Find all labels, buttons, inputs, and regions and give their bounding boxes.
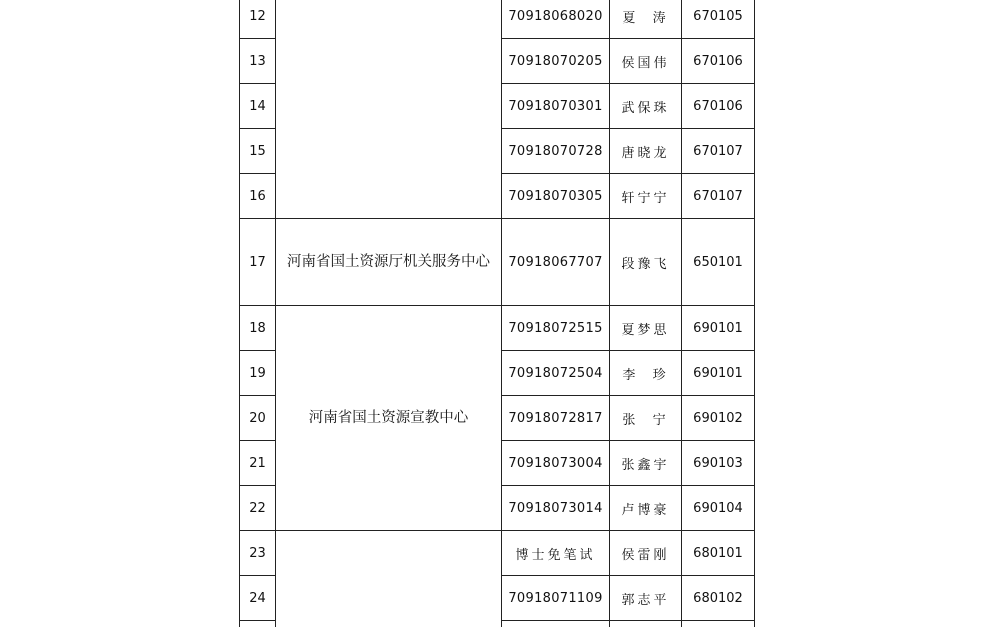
ticket-number bbox=[502, 621, 610, 627]
candidate-name: 侯雷刚 bbox=[610, 531, 682, 576]
unit-cell-blank bbox=[276, 0, 502, 219]
unit-name: 河南省国土资源宣教中心 bbox=[276, 306, 502, 531]
table-row bbox=[240, 219, 755, 306]
position-code: 670107 bbox=[682, 129, 755, 174]
ticket-number: 70918070205 bbox=[502, 39, 610, 84]
row-number: 12 bbox=[240, 0, 276, 39]
candidate-name: 段豫飞 bbox=[610, 219, 682, 306]
ticket-number: 70918072504 bbox=[502, 351, 610, 396]
position-code: 670105 bbox=[682, 0, 755, 39]
table-row bbox=[240, 0, 755, 39]
ticket-number: 70918070305 bbox=[502, 174, 610, 219]
position-code: 680102 bbox=[682, 576, 755, 621]
candidate-name bbox=[610, 621, 682, 627]
row-number: 18 bbox=[240, 306, 276, 351]
position-code: 670106 bbox=[682, 84, 755, 129]
ticket-number: 70918070728 bbox=[502, 129, 610, 174]
candidate-name: 唐晓龙 bbox=[610, 129, 682, 174]
table-row bbox=[240, 306, 755, 351]
candidate-name: 张鑫宇 bbox=[610, 441, 682, 486]
ticket-number: 70918073014 bbox=[502, 486, 610, 531]
position-code: 670106 bbox=[682, 39, 755, 84]
row-number: 23 bbox=[240, 531, 276, 576]
candidate-name: 郭志平 bbox=[610, 576, 682, 621]
candidate-name: 张 宁 bbox=[610, 396, 682, 441]
candidate-name: 侯国伟 bbox=[610, 39, 682, 84]
position-code: 650101 bbox=[682, 219, 755, 306]
candidate-name: 夏梦思 bbox=[610, 306, 682, 351]
row-number: 24 bbox=[240, 576, 276, 621]
row-number: 22 bbox=[240, 486, 276, 531]
candidate-name: 李 珍 bbox=[610, 351, 682, 396]
candidate-name: 轩宁宁 bbox=[610, 174, 682, 219]
candidate-name: 武保珠 bbox=[610, 84, 682, 129]
unit-cell-blank bbox=[276, 531, 502, 627]
row-number bbox=[240, 621, 276, 627]
position-code: 690101 bbox=[682, 306, 755, 351]
ticket-number: 博士免笔试 bbox=[502, 531, 610, 576]
row-number: 13 bbox=[240, 39, 276, 84]
ticket-number: 70918072817 bbox=[502, 396, 610, 441]
position-code bbox=[682, 621, 755, 627]
ticket-number: 70918067707 bbox=[502, 219, 610, 306]
position-code: 690102 bbox=[682, 396, 755, 441]
row-number: 19 bbox=[240, 351, 276, 396]
ticket-number: 70918070301 bbox=[502, 84, 610, 129]
table-row bbox=[240, 531, 755, 576]
candidate-name: 夏 涛 bbox=[610, 0, 682, 39]
ticket-number: 70918071109 bbox=[502, 576, 610, 621]
candidate-table bbox=[239, 0, 755, 627]
row-number: 17 bbox=[240, 219, 276, 306]
row-number: 14 bbox=[240, 84, 276, 129]
position-code: 690104 bbox=[682, 486, 755, 531]
row-number: 16 bbox=[240, 174, 276, 219]
candidate-name: 卢博豪 bbox=[610, 486, 682, 531]
position-code: 670107 bbox=[682, 174, 755, 219]
ticket-number: 70918072515 bbox=[502, 306, 610, 351]
ticket-number: 70918073004 bbox=[502, 441, 610, 486]
row-number: 15 bbox=[240, 129, 276, 174]
unit-name: 河南省国土资源厅机关服务中心 bbox=[276, 219, 502, 306]
row-number: 20 bbox=[240, 396, 276, 441]
row-number: 21 bbox=[240, 441, 276, 486]
position-code: 690103 bbox=[682, 441, 755, 486]
ticket-number: 70918068020 bbox=[502, 0, 610, 39]
position-code: 690101 bbox=[682, 351, 755, 396]
position-code: 680101 bbox=[682, 531, 755, 576]
